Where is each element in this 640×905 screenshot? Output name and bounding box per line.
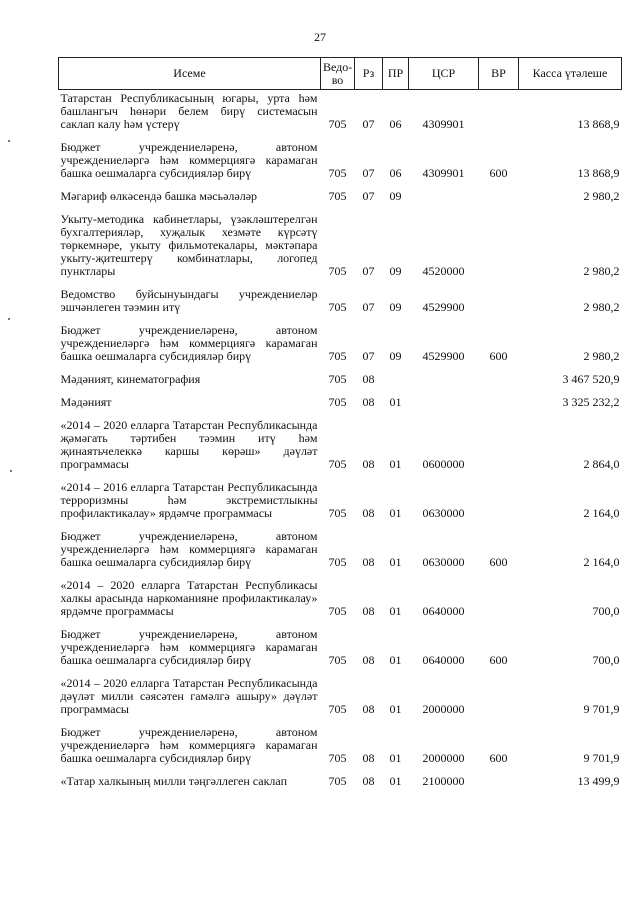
cell-name: Бюджет учреждениеләренә, автоном учреждениеләргә һәм коммерциягә карамаган башка оешмаларга субсидияләр бирү <box>60 323 318 363</box>
cell-kassa: 2 980,2 <box>583 300 620 314</box>
cell-name: «2014 – 2020 елларга Татарстан Республикасында дәүләт милли сәясәтен гамәлгә ашыру» дәүләт программасы <box>60 676 318 716</box>
header-ved: Ведо-во <box>321 58 355 90</box>
cell-pr: 01 <box>389 702 402 716</box>
cell-ved: 705 <box>328 555 347 569</box>
cell-csr: 0640000 <box>422 653 465 667</box>
cell-csr: 0600000 <box>422 457 465 471</box>
cell-csr: 4309901 <box>422 117 465 131</box>
table-body <box>59 90 622 791</box>
cell-ved: 705 <box>328 774 347 788</box>
table-row <box>59 388 622 411</box>
cell-vr <box>479 205 519 280</box>
cell-vr <box>479 473 519 522</box>
cell-csr: 4309901 <box>422 166 465 180</box>
table-row <box>59 365 622 388</box>
header-rz: Рз <box>355 58 383 90</box>
cell-kassa: 3 325 232,2 <box>562 395 620 409</box>
cell-vr <box>479 767 519 790</box>
cell-vr <box>479 571 519 620</box>
cell-csr <box>409 388 479 411</box>
table-row <box>59 718 622 767</box>
cell-pr: 06 <box>389 166 402 180</box>
cell-pr: 01 <box>389 457 402 471</box>
header-csr: ЦСР <box>409 58 479 90</box>
cell-pr: 01 <box>389 555 402 569</box>
cell-name: Укыту-методика кабинетлары, үзәкләштерелгән бухгалтерияләр, хуҗалык хезмәте күрсәтү төркемнәре, укыту фильмотекалары, мәктәпара укыту-җитештерү комбинатлары, логопед пунктлары <box>60 212 318 278</box>
cell-name: Бюджет учреждениеләренә, автоном учреждениеләргә һәм коммерциягә карамаган башка оешмаларга субсидияләр бирү <box>60 627 318 667</box>
cell-kassa: 13 868,9 <box>577 166 620 180</box>
cell-csr: 2000000 <box>422 751 465 765</box>
cell-name: «2014 – 2020 елларга Татарстан Республикасында җәмәгать тәртибен тәэмин итү һәм җинаятьчелеккә каршы көрәш» дәүләт программасы <box>60 418 318 471</box>
cell-vr: 600 <box>489 653 508 667</box>
cell-name: Бюджет учреждениеләренә, автоном учреждениеләргә һәм коммерциягә карамаган башка оешмаларга субсидияләр бирү <box>60 529 318 569</box>
page-number: 27 <box>314 30 326 44</box>
cell-pr: 01 <box>389 774 402 788</box>
cell-vr <box>479 365 519 388</box>
cell-rz: 07 <box>362 166 375 180</box>
cell-ved: 705 <box>328 349 347 363</box>
cell-csr: 0640000 <box>422 604 465 618</box>
cell-name: «Татар халкының милли тәңгәллеген саклап <box>60 774 287 788</box>
cell-kassa: 700,0 <box>592 604 620 618</box>
cell-kassa: 2 980,2 <box>583 349 620 363</box>
cell-csr: 0630000 <box>422 555 465 569</box>
cell-pr: 09 <box>389 189 402 203</box>
cell-kassa: 2 164,0 <box>583 555 620 569</box>
cell-ved: 705 <box>328 166 347 180</box>
cell-pr <box>383 365 409 388</box>
table-row <box>59 473 622 522</box>
cell-kassa: 2 980,2 <box>583 189 620 203</box>
margin-mark <box>8 318 10 320</box>
cell-kassa: 2 864,0 <box>583 457 620 471</box>
cell-name: «2014 – 2016 елларга Татарстан Республикасында терроризмны һәм экстремистлыкны профилактикалау» ярдәмче программасы <box>60 480 318 520</box>
header-vr: ВР <box>479 58 519 90</box>
cell-vr <box>479 280 519 316</box>
table-row <box>59 620 622 669</box>
cell-name: Татарстан Республикасының югары, урта һәм башлангыч һөнәри белем бирү системасын саклап калу һәм үстерү <box>60 91 318 131</box>
header-name: Исеме <box>59 58 321 90</box>
cell-ved: 705 <box>328 653 347 667</box>
cell-ved: 705 <box>328 117 347 131</box>
cell-rz: 08 <box>362 604 375 618</box>
cell-csr <box>409 365 479 388</box>
cell-rz: 08 <box>362 751 375 765</box>
cell-pr: 01 <box>389 506 402 520</box>
header-pr: ПР <box>383 58 409 90</box>
table-row <box>59 316 622 365</box>
cell-name: Мәдәният, кинематография <box>60 372 201 386</box>
cell-name: Мәгариф өлкәсендә башка мәсьәләләр <box>60 189 258 203</box>
cell-kassa: 3 467 520,9 <box>562 372 620 386</box>
cell-name: Бюджет учреждениеләренә, автоном учреждениеләргә һәм коммерциягә карамаган башка оешмаларга субсидияләр бирү <box>60 140 318 180</box>
cell-rz: 07 <box>362 117 375 131</box>
cell-kassa: 9 701,9 <box>583 702 620 716</box>
table-row <box>59 182 622 205</box>
cell-name: «2014 – 2020 елларга Татарстан Республикасы халкы арасында наркоманияне профилактикалау» ярдәмче программасы <box>60 578 318 618</box>
cell-kassa: 13 499,9 <box>577 774 620 788</box>
cell-rz: 07 <box>362 189 375 203</box>
cell-kassa: 2 164,0 <box>583 506 620 520</box>
cell-rz: 08 <box>362 372 375 386</box>
cell-vr <box>479 411 519 473</box>
cell-csr: 4520000 <box>422 264 465 278</box>
table-row <box>59 133 622 182</box>
cell-ved: 705 <box>328 300 347 314</box>
cell-ved: 705 <box>328 395 347 409</box>
cell-pr: 06 <box>389 117 402 131</box>
cell-rz: 07 <box>362 349 375 363</box>
cell-pr: 09 <box>389 264 402 278</box>
cell-pr: 01 <box>389 751 402 765</box>
cell-vr <box>479 90 519 134</box>
cell-csr: 2000000 <box>422 702 465 716</box>
cell-name: Бюджет учреждениеләренә, автоном учреждениеләргә һәм коммерциягә карамаган башка оешмаларга субсидияләр бирү <box>60 725 318 765</box>
cell-ved: 705 <box>328 506 347 520</box>
cell-name: Ведомство буйсынуындагы учреждениеләр эшчәнлеген тәэмин итү <box>60 287 318 314</box>
cell-ved: 705 <box>328 372 347 386</box>
cell-rz: 07 <box>362 300 375 314</box>
table-row <box>59 669 622 718</box>
cell-csr: 4529900 <box>422 349 465 363</box>
cell-ved: 705 <box>328 751 347 765</box>
cell-ved: 705 <box>328 264 347 278</box>
cell-pr: 01 <box>389 604 402 618</box>
cell-pr: 01 <box>389 395 402 409</box>
cell-vr: 600 <box>489 166 508 180</box>
cell-kassa: 700,0 <box>592 653 620 667</box>
table-row <box>59 411 622 473</box>
cell-rz: 07 <box>362 264 375 278</box>
cell-kassa: 9 701,9 <box>583 751 620 765</box>
cell-ved: 705 <box>328 189 347 203</box>
cell-vr: 600 <box>489 555 508 569</box>
cell-pr: 09 <box>389 349 402 363</box>
cell-rz: 08 <box>362 457 375 471</box>
cell-rz: 08 <box>362 653 375 667</box>
cell-vr <box>479 182 519 205</box>
cell-vr: 600 <box>489 349 508 363</box>
table-row <box>59 522 622 571</box>
budget-table <box>58 57 622 790</box>
cell-kassa: 13 868,9 <box>577 117 620 131</box>
cell-vr <box>479 388 519 411</box>
cell-csr <box>409 182 479 205</box>
table-row <box>59 571 622 620</box>
margin-mark <box>10 470 12 472</box>
margin-mark <box>8 140 10 142</box>
cell-ved: 705 <box>328 604 347 618</box>
header-kassa: Касса үтәлеше <box>519 58 622 90</box>
cell-ved: 705 <box>328 457 347 471</box>
cell-rz: 08 <box>362 506 375 520</box>
cell-vr: 600 <box>489 751 508 765</box>
cell-vr <box>479 669 519 718</box>
cell-rz: 08 <box>362 774 375 788</box>
cell-pr: 01 <box>389 653 402 667</box>
table-row <box>59 280 622 316</box>
cell-csr: 0630000 <box>422 506 465 520</box>
cell-rz: 08 <box>362 555 375 569</box>
cell-kassa: 2 980,2 <box>583 264 620 278</box>
cell-csr: 4529900 <box>422 300 465 314</box>
table-row <box>59 90 622 134</box>
table-row <box>59 767 622 790</box>
cell-rz: 08 <box>362 702 375 716</box>
cell-csr: 2100000 <box>422 774 465 788</box>
cell-rz: 08 <box>362 395 375 409</box>
cell-name: Мәдәният <box>60 395 112 409</box>
table-row <box>59 205 622 280</box>
cell-pr: 09 <box>389 300 402 314</box>
table-header-row <box>59 58 622 90</box>
cell-ved: 705 <box>328 702 347 716</box>
